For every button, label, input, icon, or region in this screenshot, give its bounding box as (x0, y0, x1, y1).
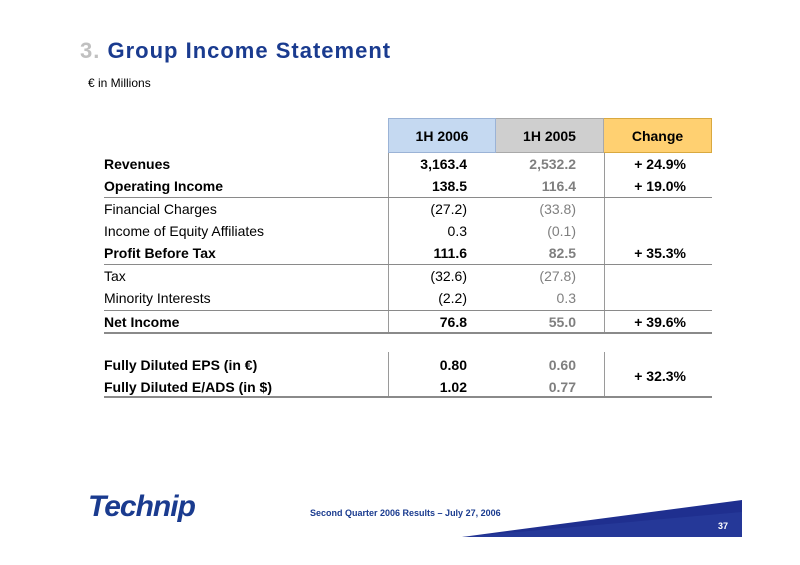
row-divider (104, 332, 712, 334)
value-1h2006: 0.3 (447, 223, 467, 239)
row-label: Financial Charges (104, 201, 217, 217)
value-1h2005: 82.5 (548, 245, 576, 261)
row-label: Fully Diluted E/ADS (in $) (104, 379, 273, 395)
value-1h2005: 0.77 (548, 379, 576, 395)
row-label: Fully Diluted EPS (in €) (104, 357, 258, 373)
value-1h2005: 55.0 (548, 314, 576, 330)
table-row (104, 153, 712, 175)
table-row (104, 175, 712, 197)
column-header-1h2005: 1H 2005 (496, 118, 604, 153)
value-change: + 35.3% (634, 245, 686, 261)
row-divider (104, 396, 712, 398)
title-text: Group Income Statement (107, 38, 392, 63)
value-change: + 24.9% (634, 156, 686, 172)
footer-text: Second Quarter 2006 Results – July 27, 2006 (310, 508, 501, 518)
page-title (80, 38, 391, 64)
row-label: Income of Equity Affiliates (104, 223, 265, 239)
value-change: + 19.0% (634, 178, 686, 194)
value-1h2005: (27.8) (539, 268, 576, 284)
value-1h2006: (32.6) (430, 268, 467, 284)
row-label: Profit Before Tax (104, 245, 216, 261)
value-1h2006: 3,163.4 (420, 156, 467, 172)
value-change: + 39.6% (634, 314, 686, 330)
row-label: Net Income (104, 314, 180, 330)
row-label: Tax (104, 268, 126, 284)
eps-change-value: + 32.3% (634, 368, 686, 384)
table-row (104, 242, 712, 264)
title-number: 3. (80, 38, 101, 63)
value-1h2006: 138.5 (431, 178, 467, 194)
value-1h2006: (2.2) (438, 290, 467, 306)
value-1h2006: 76.8 (439, 314, 467, 330)
table-row (104, 265, 712, 287)
table-row (104, 311, 712, 333)
column-header-1h2006: 1H 2006 (388, 118, 496, 153)
value-1h2006: 111.6 (433, 245, 467, 261)
value-1h2005: (33.8) (539, 201, 576, 217)
column-header-change: Change (604, 118, 712, 153)
technip-logo: Technip (88, 490, 195, 523)
row-label: Revenues (104, 156, 171, 172)
table-row (104, 287, 712, 309)
value-1h2005: 0.60 (548, 357, 576, 373)
row-label: Operating Income (104, 178, 224, 194)
value-1h2005: (0.1) (547, 223, 576, 239)
value-1h2005: 2,532.2 (529, 156, 576, 172)
value-1h2006: 1.02 (439, 379, 467, 395)
units-subtitle: € in Millions (88, 76, 151, 90)
page-number: 37 (718, 521, 729, 531)
table-row (104, 220, 712, 242)
value-1h2006: 0.80 (439, 357, 467, 373)
row-label: Minority Interests (104, 290, 211, 306)
value-1h2006: (27.2) (430, 201, 467, 217)
value-1h2005: 116.4 (541, 178, 576, 194)
table-row (104, 198, 712, 220)
value-1h2005: 0.3 (556, 290, 576, 306)
